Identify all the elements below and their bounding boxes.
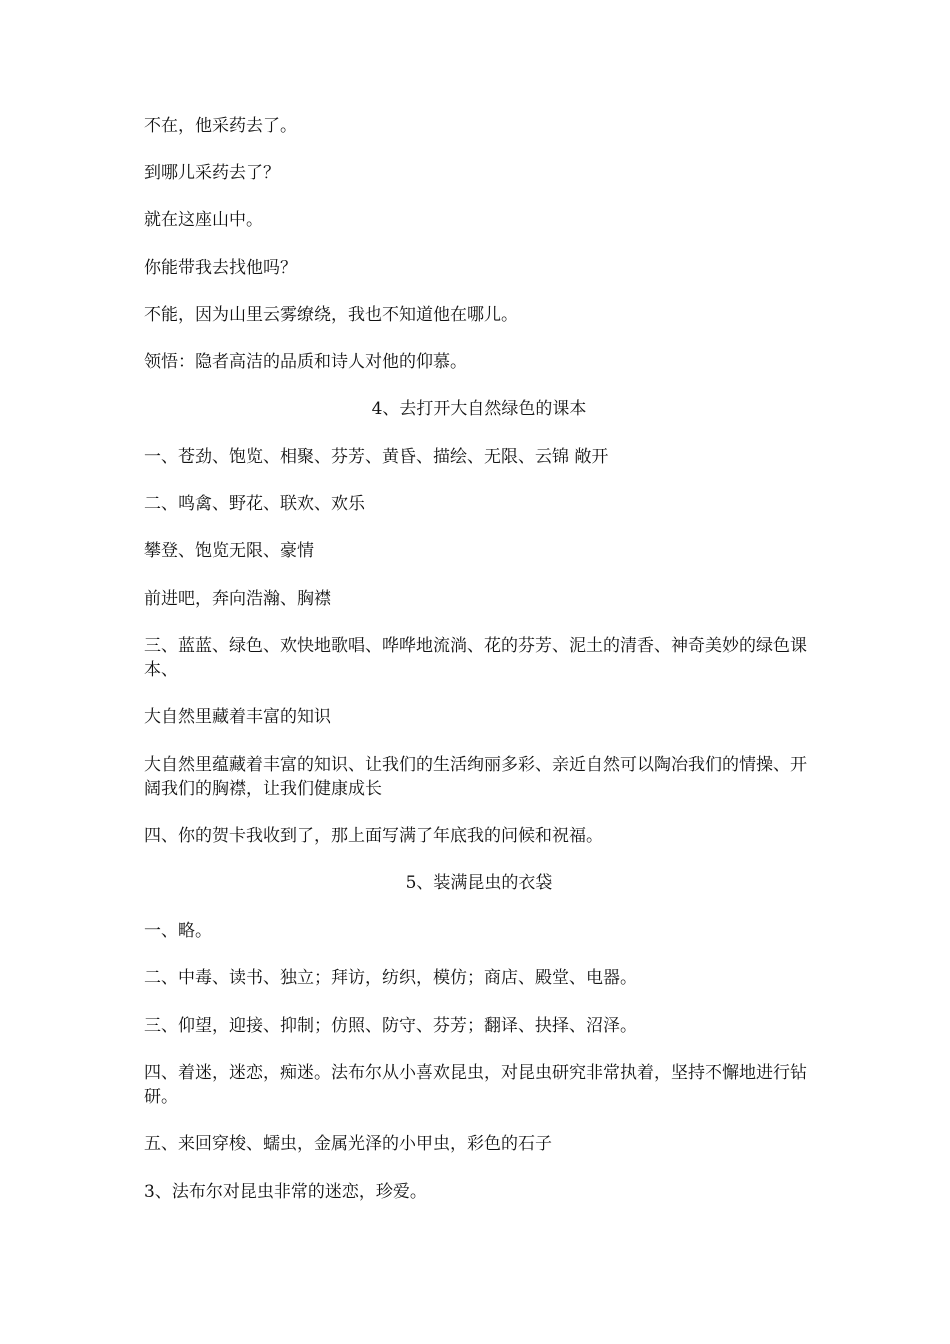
text-paragraph: 大自然里蕴藏着丰富的知识、让我们的生活绚丽多彩、亲近自然可以陶冶我们的情操、开阔我们的胸襟，让我们健康成长	[144, 755, 807, 799]
text-line: 你能带我去找他吗？	[144, 258, 297, 278]
text-line: 3、法布尔对昆虫非常的迷恋，珍爱。	[144, 1182, 427, 1202]
text-line: 到哪儿采药去了？	[144, 163, 280, 183]
text-line: 攀登、饱览无限、豪情	[144, 541, 314, 561]
text-line: 不在，他采药去了。	[144, 116, 297, 136]
text-line: 二、中毒、读书、独立；拜访，纺织，模仿；商店、殿堂、电器。	[144, 968, 637, 988]
section-heading: 5、装满昆虫的衣袋	[405, 873, 553, 893]
text-line: 四、你的贺卡我收到了，那上面写满了年底我的问候和祝福。	[144, 826, 603, 846]
text-line: 就在这座山中。	[144, 210, 263, 230]
text-line: 前进吧，奔向浩瀚、胸襟	[144, 589, 331, 609]
text-line: 一、略。	[144, 921, 212, 941]
text-line: 领悟：隐者高洁的品质和诗人对他的仰慕。	[144, 352, 467, 372]
text-line: 二、鸣禽、野花、联欢、欢乐	[144, 494, 365, 514]
section-heading: 4、去打开大自然绿色的课本	[371, 399, 587, 419]
text-paragraph: 四、着迷，迷恋，痴迷。法布尔从小喜欢昆虫，对昆虫研究非常执着，坚持不懈地进行钻研。	[144, 1063, 807, 1107]
text-line: 不能，因为山里云雾缭绕，我也不知道他在哪儿。	[144, 305, 518, 325]
text-line: 三、仰望，迎接、抑制；仿照、防守、芬芳；翻译、抉择、沼泽。	[144, 1016, 637, 1036]
text-line: 大自然里藏着丰富的知识	[144, 707, 331, 727]
text-paragraph: 三、蓝蓝、绿色、欢快地歌唱、哗哗地流淌、花的芬芳、泥土的清香、神奇美妙的绿色课本、	[144, 636, 807, 680]
text-line: 五、来回穿梭、蠕虫，金属光泽的小甲虫，彩色的石子	[144, 1134, 552, 1154]
text-line: 一、苍劲、饱览、相聚、芬芳、黄昏、描绘、无限、云锦 敞开	[144, 447, 609, 467]
